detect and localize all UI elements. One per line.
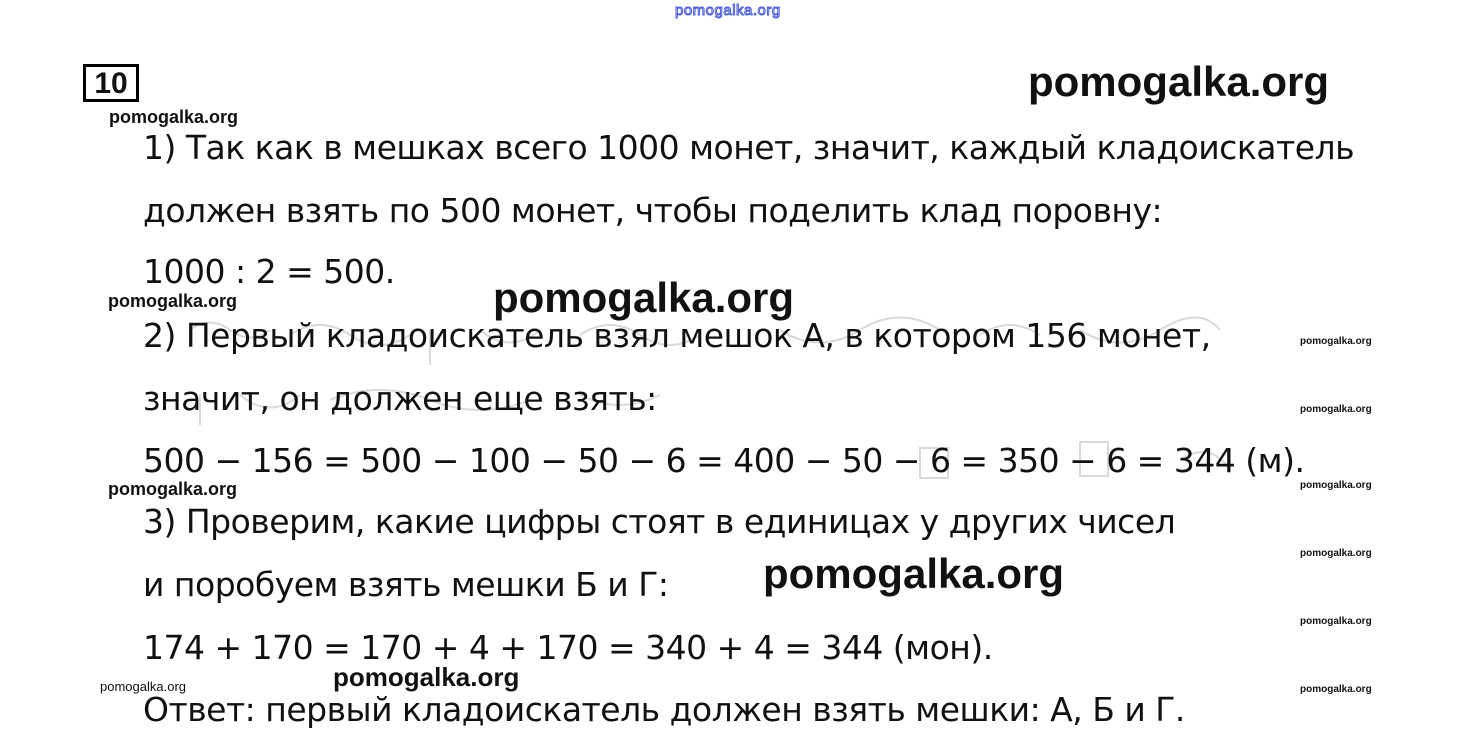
watermark-tiny: pomogalka.org	[1300, 616, 1372, 627]
watermark-medium: pomogalka.org	[108, 479, 238, 499]
text-line: Ответ: первый кладоискатель должен взять мешки: А, Б и Г.	[143, 690, 1185, 729]
text-line: 1) Так как в мешках всего 1000 монет, значит, каждый кладоискатель	[143, 128, 1355, 167]
text-line: 500 − 156 = 500 − 100 − 50 − 6 = 400 − 50 − 6 = 350 − 6 = 344 (м).	[143, 441, 1305, 480]
watermark-tiny: pomogalka.org	[1300, 548, 1372, 559]
problem-number: 10	[83, 64, 139, 102]
text-line: и поробуем взять мешки Б и Г:	[143, 565, 669, 604]
watermark-medium: pomogalka.org	[109, 107, 239, 127]
text-line: 1000 : 2 = 500.	[143, 252, 395, 291]
watermark-medium: pomogalka.org	[108, 291, 238, 311]
watermark-small: pomogalka.org	[100, 679, 186, 694]
text-line: значит, он должен еще взять:	[143, 379, 657, 418]
watermark-large: pomogalka.org	[763, 550, 1065, 597]
watermark-medium: pomogalka.org	[333, 662, 520, 692]
watermark-tiny: pomogalka.org	[1300, 684, 1372, 695]
text-line: 3) Проверим, какие цифры стоят в единицах у других чисел	[143, 502, 1176, 541]
watermark-top: pomogalka.org	[675, 2, 781, 19]
watermark-large: pomogalka.org	[493, 274, 795, 321]
text-line: 2) Первый кладоискатель взял мешок А, в котором 156 монет,	[143, 316, 1211, 355]
text-line: 174 + 170 = 170 + 4 + 170 = 340 + 4 = 344 (мон).	[143, 628, 993, 667]
watermark-tiny: pomogalka.org	[1300, 404, 1372, 415]
text-line: должен взять по 500 монет, чтобы поделить клад поровну:	[143, 191, 1163, 230]
watermark-large: pomogalka.org	[1028, 58, 1330, 105]
watermark-tiny: pomogalka.org	[1300, 336, 1372, 347]
watermark-tiny: pomogalka.org	[1300, 480, 1372, 491]
